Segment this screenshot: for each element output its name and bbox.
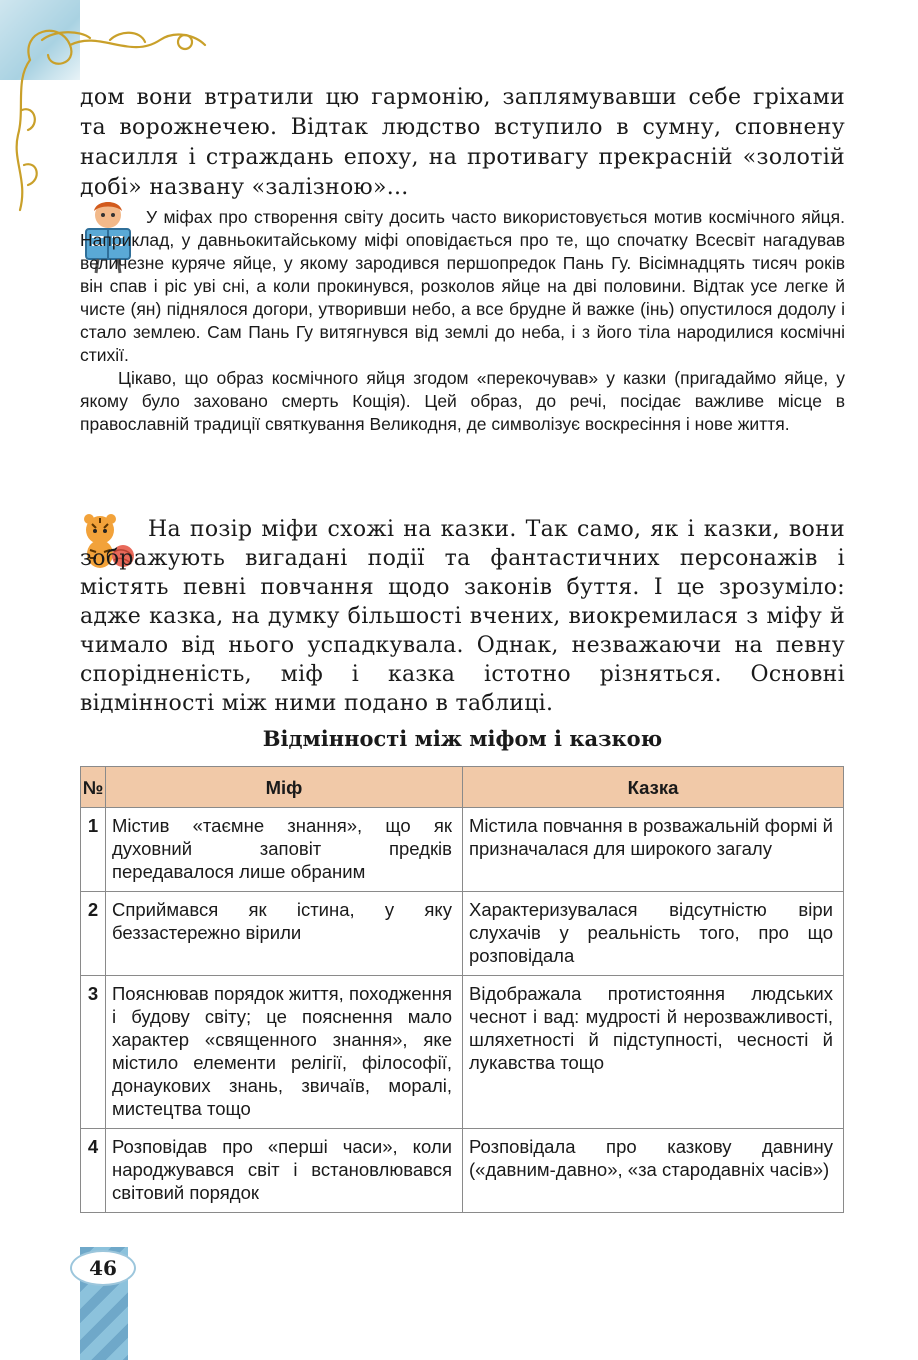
table-title: Відмінності між міфом і казкою <box>262 726 663 751</box>
tale-cell: Відображала протистояння людських чеснот і вад: мудрості й нерозважливості, шляхетності й підступності, чесності й лукавства тощо <box>463 976 844 1129</box>
page-number-text: 46 <box>89 1256 117 1280</box>
myth-cell: Розповідав про «перші часи», коли народжувався світ і встановлювався світовий порядок <box>106 1129 463 1213</box>
info-note <box>80 206 845 436</box>
page-number <box>70 1250 136 1286</box>
myth-cell: Містив «таємне знання», що як духовний заповіт предків передавалося лише обраним <box>106 808 463 892</box>
row-number: 3 <box>81 976 106 1129</box>
paragraph-1 <box>80 83 845 203</box>
table-row <box>81 976 844 1129</box>
table-row <box>81 1129 844 1213</box>
column-header-myth: Міф <box>106 767 463 808</box>
tale-cell: Містила повчання в розважальній формі й призначалася для широкого загалу <box>463 808 844 892</box>
paragraph-1-text: дом вони втратили цю гармонію, заплямувавши себе гріхами та ворожнечею. Відтак людство вступило в сумну, сповнену насилля і страждань епоху, на противагу прекрасній «золотій добі» названу «залізною»... <box>80 85 845 200</box>
table-header-row <box>81 767 844 808</box>
paragraph-2 <box>80 515 845 718</box>
row-number: 4 <box>81 1129 106 1213</box>
row-number: 2 <box>81 892 106 976</box>
column-header-tale: Казка <box>463 767 844 808</box>
myth-cell: Сприймався як істина, у яку беззастережно вірили <box>106 892 463 976</box>
tale-cell: Розповідала про казкову давнину («давним-давно», «за стародавніх часів») <box>463 1129 844 1213</box>
myth-cell: Пояснював порядок життя, походження і будову світу; це пояснення мало характер «священного знання», яке містило елементи релігії, філософії, донаукових знань, звичаїв, моралі, мистецтва тощо <box>106 976 463 1129</box>
note-paragraph-2: Цікаво, що образ космічного яйця згодом «перекочував» у казки (пригадаймо яйце, у якому було заховано смерть Кощія). Цей образ, до речі, посідає важливе місце в православній традиції святкування Великодня, де символізує воскресіння і нове життя. <box>80 368 845 434</box>
table-row <box>81 808 844 892</box>
row-number: 1 <box>81 808 106 892</box>
paragraph-2-text: На позір міфи схожі на казки. Так само, як і казки, вони зображують вигадані події та фантастичних персонажів і містять певні повчання щодо законів буття. І це зрозуміло: адже казка, на думку більшості вчених, виокремилася з міфу й чимало від нього успадкувала. Однак, незважаючи на певну спорідненість, міф і казка істотно різняться. Основні відмінності між ними подано в таблиці. <box>80 517 845 716</box>
tale-cell: Характеризувалася відсутністю віри слухачів у реальність того, про що розповідала <box>463 892 844 976</box>
column-header-number: № <box>81 767 106 808</box>
note-paragraph-1: У міфах про створення світу досить часто використовується мотив космічного яйця. Наприклад, у давньокитайському міфі оповідається про те, що спочатку Всесвіт нагадував величезне куряче яйце, у якому зародився першопредок Пань Гу. Вісімнадцять тисяч років він спав і ріс уві сні, а коли прокинувся, розколов яйце на дві половини. Відтак усе легке й чисте (ян) піднялося догори, утворивши небо, а все брудне й важке (інь) опустилося додолу і стало землею. Сам Пань Гу витягнувся від землі до неба, і з його тіла народилися космічні стихії. <box>80 207 845 365</box>
comparison-table <box>80 766 844 1213</box>
table-row <box>81 892 844 976</box>
